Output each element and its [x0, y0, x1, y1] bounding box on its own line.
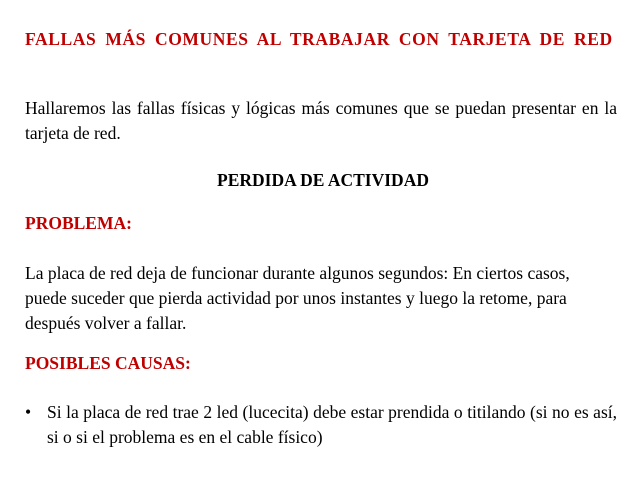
cause-list-item — [25, 400, 617, 450]
bullet-icon: • — [25, 402, 32, 422]
causes-label: POSIBLES CAUSAS: — [25, 353, 191, 373]
problem-label: PROBLEMA: — [25, 213, 132, 233]
problem-paragraph: La placa de red deja de funcionar durante algunos segundos: En ciertos casos, puede suceder que pierda actividad por unos instantes y luego la retome, para después volver a fallar. — [25, 263, 570, 333]
cause-text: Si la placa de red trae 2 led (lucecita) debe estar prendida o titilando (si no es así, si o si el problema es en el cable físico) — [47, 402, 617, 447]
slide-title: FALLAS MÁS COMUNES AL TRABAJAR CON TARJETA DE RED — [25, 29, 613, 49]
intro-paragraph: Hallaremos las fallas físicas y lógicas más comunes que se puedan presentar en la tarjeta de red. — [25, 98, 617, 143]
section-heading: PERDIDA DE ACTIVIDAD — [217, 170, 429, 190]
